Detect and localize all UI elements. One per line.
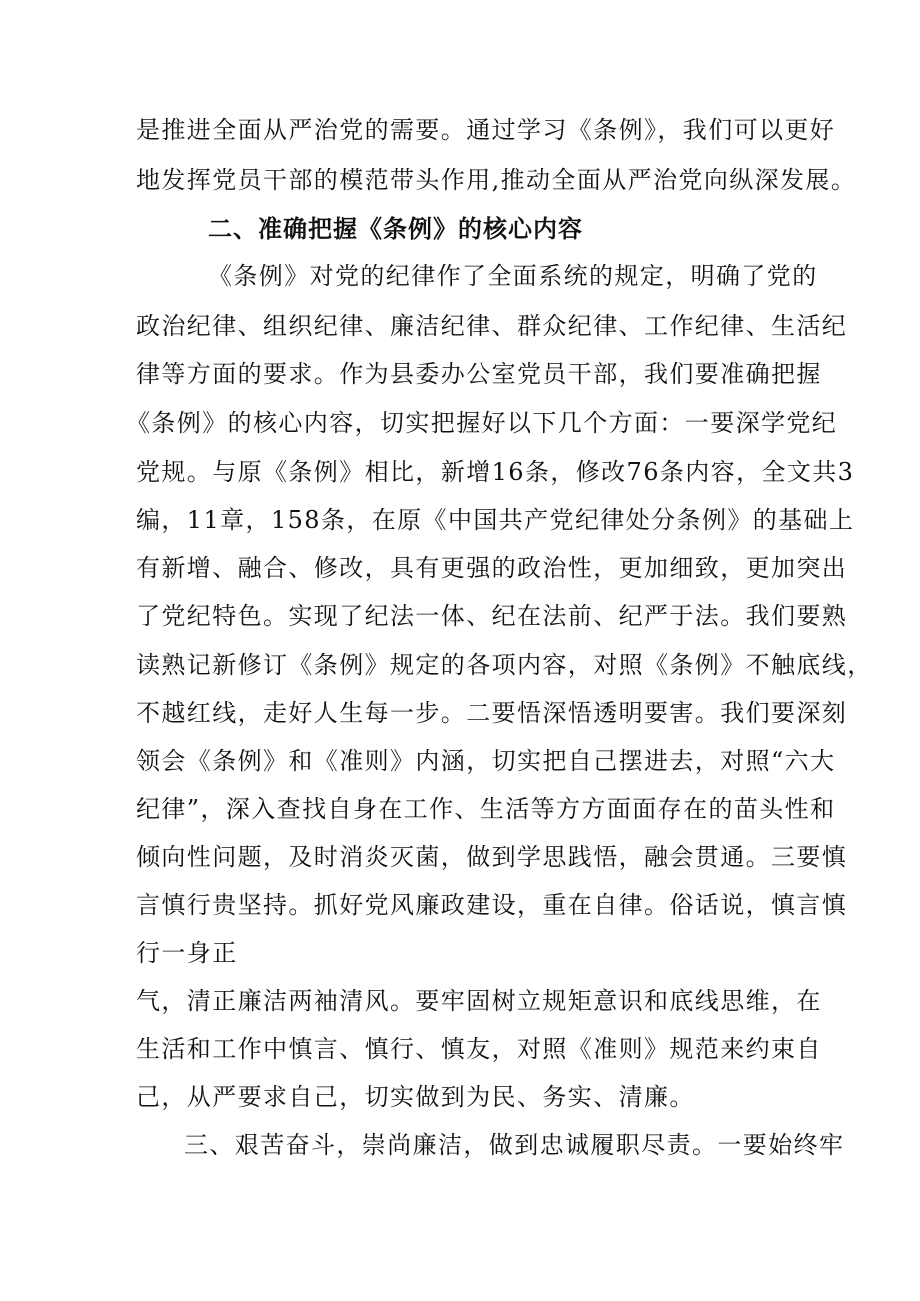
text-line: 是推进全面从严治党的需要。通过学习《条例》，我们可以更好 <box>136 116 836 144</box>
text-line: 纪律”，深入查找自身在工作、生活等方方面面存在的苗头性和 <box>136 795 836 823</box>
text-line: 《条例》的核心内容，切实把握好以下几个方面：一要深学党纪 <box>126 409 838 437</box>
text-line: 地发挥党员干部的模范带头作用,推动全面从严治党向纵深发展。 <box>136 166 857 194</box>
text-line: 三、艰苦奋斗，崇尚廉洁，做到忠诚履职尽责。一要始终牢 <box>184 1131 845 1159</box>
text-line: 己，从严要求自己，切实做到为民、务实、清廉。 <box>136 1083 695 1111</box>
text-line: 编，11章，158条，在原《中国共产党纪律处分条例》的基础上 <box>136 506 855 534</box>
section-heading: 二、准确把握《条例》的核心内容 <box>208 215 583 243</box>
text-line: 生活和工作中慎言、慎行、慎友，对照《准则》规范来约束自 <box>136 1035 822 1063</box>
text-line: 党规。与原《条例》相比，新增16条，修改76条内容，全文共3 <box>136 458 855 486</box>
text-line: 气，清正廉洁两袖清风。要牢固树立规矩意识和底线思维，在 <box>136 987 822 1015</box>
text-line: 行一身正 <box>136 939 238 967</box>
text-line: 有新增、融合、修改，具有更强的政治性，更加细致，更加突出 <box>136 554 848 582</box>
text-line: 政治纪律、组织纪律、廉洁纪律、群众纪律、工作纪律、生活纪 <box>136 312 848 340</box>
text-line: 读熟记新修订《条例》规定的各项内容，对照《条例》不触底线， <box>136 651 873 679</box>
text-line: 倾向性问题，及时消炎灭菌，做到学思践悟，融会贯通。三要慎 <box>136 843 848 871</box>
text-line: 领会《条例》和《准则》内涵，切实把自己摆进去，对照“六大 <box>136 747 836 775</box>
text-line: 不越红线，走好人生每一步。二要悟深悟透明要害。我们要深刻 <box>136 699 848 727</box>
text-line: 了党纪特色。实现了纪法一体、纪在法前、纪严于法。我们要熟 <box>136 602 848 630</box>
text-line: 律等方面的要求。作为县委办公室党员干部，我们要准确把握 <box>136 360 822 388</box>
text-line: 言慎行贵坚持。抓好党风廉政建设，重在自律。俗话说，慎言慎 <box>136 891 848 919</box>
text-line: 《条例》对党的纪律作了全面系统的规定，明确了党的 <box>208 262 818 290</box>
